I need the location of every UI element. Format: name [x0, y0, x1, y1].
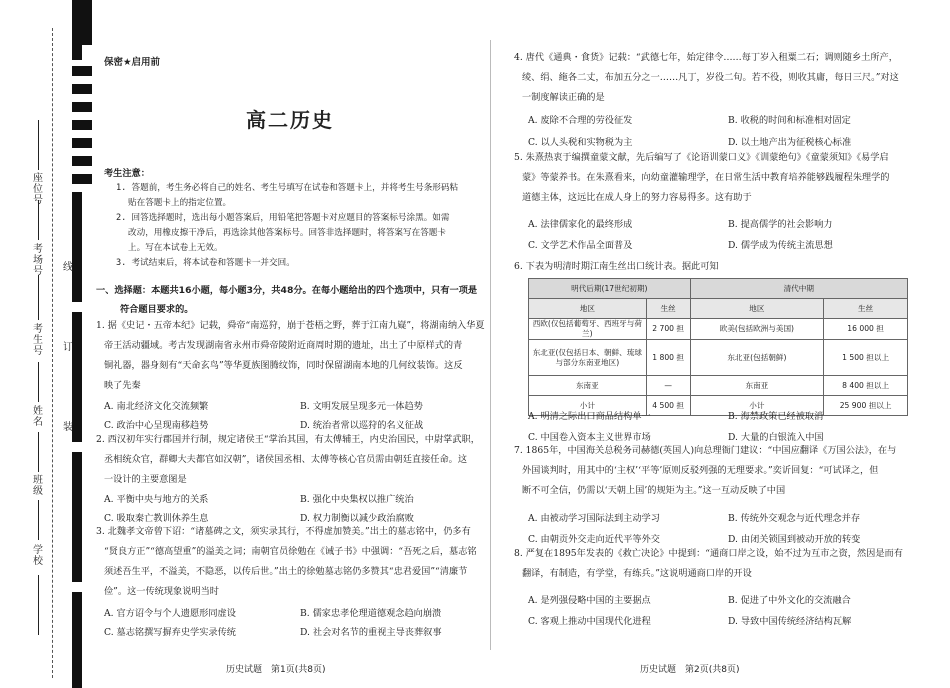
q3-option-b[interactable]: B. 儒家忠孝伦理道德观念趋向崩溃 — [300, 608, 442, 619]
q4-option-c[interactable]: C. 以人头税和实物税为主 — [528, 137, 633, 148]
q5-option-a[interactable]: A. 法律儒家化的最终形成 — [528, 219, 633, 230]
question-5 — [514, 148, 890, 208]
q3-option-a[interactable]: A. 官方诏令与个人遗愿形同虚设 — [104, 608, 236, 619]
q3-option-c[interactable]: C. 墓志铭撰写摒弃史学实录传统 — [104, 627, 236, 638]
q6-option-a[interactable]: A. 明清之际出口商品结构单一 — [528, 411, 651, 422]
question-text: “贤良方正”“德高望重”的溢美之词；南朝官员徐勉在《诫子书》中强调：“吾死之后，墓志铭 — [104, 546, 477, 557]
q8-option-b[interactable]: B. 促进了中外文化的交流融合 — [728, 595, 851, 606]
notice-line: 贴在答题卡上的指定位置。 — [128, 198, 232, 208]
table-cell: 1 800 担 — [646, 340, 690, 376]
q5-option-b[interactable]: B. 提高儒学的社会影响力 — [728, 219, 833, 230]
table-cell: 东北亚(包括朝鲜) — [690, 340, 824, 376]
table-cell: 东南亚 — [690, 376, 824, 396]
question-text: 5. 朱熹热衷于编撰童蒙文献，先后编写了《论语训蒙口义》《训蒙绝句》《童蒙须知》《易学启 — [514, 152, 889, 163]
cut-line — [52, 28, 53, 678]
q7-option-c[interactable]: C. 由朝贡外交走向近代平等外交 — [528, 534, 660, 545]
name-label: 姓名 — [33, 406, 43, 428]
seat-number-label: 座位号 — [33, 173, 43, 206]
table-cell: 欧美(包括欧洲与美国) — [690, 319, 824, 340]
q3-option-d[interactable]: D. 社会对名节的重视主导丧葬叙事 — [300, 627, 442, 638]
q2-option-c[interactable]: C. 吸取秦亡教训休养生息 — [104, 513, 209, 524]
q8-option-d[interactable]: D. 导致中国传统经济结构瓦解 — [728, 616, 852, 627]
question-1 — [96, 316, 485, 396]
q2-option-d[interactable]: D. 权力制衡以减少政治腐败 — [300, 513, 414, 524]
table-cell: 4 500 担 — [646, 396, 690, 416]
q1-option-c[interactable]: C. 政治中心呈现南移趋势 — [104, 420, 209, 431]
table-row — [529, 376, 908, 396]
question-text: 4. 唐代《通典・食货》记载：“武德七年，始定律令……每丁岁入租粟二石；调则随乡土所产， — [514, 52, 898, 63]
table-header-ming: 明代后期(17世纪初期) — [529, 279, 691, 299]
table-col-region: 地区 — [690, 299, 824, 319]
table-row — [529, 340, 908, 376]
q1-option-a[interactable]: A. 南北经济文化交流频繁 — [104, 401, 209, 412]
q7-option-b[interactable]: B. 传统外交观念与近代理念并存 — [728, 513, 861, 524]
table-cell: 东北亚(仅包括日本、朝鲜、琉球与部分东南亚地区) — [529, 340, 647, 376]
q2-option-a[interactable]: A. 平衡中央与地方的关系 — [104, 494, 209, 505]
page-title: 高二历史 — [246, 108, 334, 132]
question-text: 1. 据《史记・五帝本纪》记载，舜帝“南巡狩，崩于苍梧之野，葬于江南九嶷”，将湖南纳入华夏 — [96, 320, 485, 331]
notice-block — [104, 166, 458, 271]
question-text: 外国谈判时，用其中的‘主权’‘平等’原则反驳列强的无理要求。”奕䜣回复：“可试译之，但 — [522, 465, 879, 476]
section-heading: 一、选择题：本题共16小题，每小题3分，共48分。在每小题给出的四个选项中，只有一项是 — [96, 285, 478, 296]
table-cell: 8 400 担以上 — [824, 376, 908, 396]
question-text: 须述吾生平，不溢美，不隐恶，以传后世。”出土的徐勉墓志铭仍多赞其“忠君爱国”“清廉节 — [104, 566, 468, 577]
q7-option-a[interactable]: A. 由被动学习国际法到主动学习 — [528, 513, 660, 524]
question-text: 3. 北魏孝文帝曾下诏：“诸墓碑之文，须实录其行，不得虚加赞美。”出土的墓志铭中，仍多有 — [96, 526, 471, 537]
table-header-qing: 清代中期 — [690, 279, 907, 299]
student-number-label: 考生号 — [33, 324, 43, 357]
q6-option-c[interactable]: C. 中国卷入资本主义世界市场 — [528, 432, 651, 443]
class-label: 班级 — [33, 475, 43, 497]
binding-strip — [0, 0, 100, 688]
table-cell: 小计 — [529, 396, 647, 416]
page-divider — [490, 40, 491, 650]
table-col-region: 地区 — [529, 299, 647, 319]
question-text: 铜礼器，器身刻有“天命玄鸟”等华夏族图腾纹饰，同时保留湖南本地的几何纹装饰。这反 — [104, 360, 463, 371]
q2-option-b[interactable]: B. 强化中央集权以推广统治 — [300, 494, 414, 505]
cut-mark-bind: 订 — [63, 342, 73, 353]
q5-option-c[interactable]: C. 文学艺术作品全面普及 — [528, 240, 633, 251]
school-label: 学校 — [33, 545, 43, 567]
page-footer-left: 历史试题 第1页(共8页) — [226, 665, 326, 675]
q4-option-a[interactable]: A. 废除不合理的劳役征发 — [528, 115, 633, 126]
table-cell: — — [646, 376, 690, 396]
question-text: 8. 严复在1895年发表的《救亡决论》中提到：“通商口岸之设，始不过为互市之资，然因是而有 — [514, 548, 903, 559]
question-text: 俭”。这一传统现象说明当时 — [104, 586, 219, 597]
table-row — [529, 319, 908, 340]
table-cell: 2 700 担 — [646, 319, 690, 340]
notice-line: 1. 答题前，考生务必将自己的姓名、考生号填写在试卷和答题卡上，并将考生号条形码粘 — [116, 183, 459, 193]
question-7 — [514, 441, 896, 501]
question-text: 丞相统众官，群卿大夫都官如汉朝”，诸侯国丞相、太傅等核心官员需由朝廷直接任命。这 — [104, 454, 468, 465]
question-4 — [514, 48, 899, 108]
question-text: 蒙》等蒙养书。在朱熹看来，向幼童灌输理学，在日常生活中教育培养能够践履程朱理学的 — [522, 172, 890, 183]
q5-option-d[interactable]: D. 儒学成为传统主流思想 — [728, 240, 833, 251]
section-heading-cont: 符合题目要求的。 — [120, 304, 194, 315]
table-cell: 东南亚 — [529, 376, 647, 396]
q4-option-d[interactable]: D. 以土地产出为征税核心标准 — [728, 137, 852, 148]
q8-option-a[interactable]: A. 是列强侵略中国的主要据点 — [528, 595, 651, 606]
q7-option-d[interactable]: D. 由闭关锁国到被动开放的转变 — [728, 534, 861, 545]
question-2 — [96, 430, 480, 490]
question-text: 2. 西汉初年实行郡国并行制，规定诸侯王“掌治其国，有太傅辅王，内史治国民，中尉掌武职， — [96, 434, 480, 445]
notice-heading: 考生注意： — [104, 168, 150, 179]
notice-line: 2. 回答选择题时，选出每小题答案后，用铅笔把答题卡对应题目的答案标号涂黑。如需 — [116, 213, 450, 223]
silk-export-table — [528, 278, 908, 416]
question-text: 绫、绢、絁各二丈，布加五分之一……凡丁，岁役二旬。若不役，则收其庸，每日三尺。”对这 — [522, 72, 899, 83]
question-text: 道德主体，这远比在成人身上的努力容易得多。这有助于 — [522, 192, 752, 203]
cut-mark-line: 线 — [63, 262, 73, 273]
security-label: 保密★启用前 — [104, 57, 161, 68]
question-3 — [96, 522, 477, 602]
table-cell: 小计 — [690, 396, 824, 416]
table-cell: 16 000 担 — [824, 319, 908, 340]
question-text: 一制度解读正确的是 — [522, 92, 605, 103]
q6-option-d[interactable]: D. 大量的白银流入中国 — [728, 432, 824, 443]
question-text: 一设计的主要意图是 — [104, 474, 187, 485]
table-cell: 25 900 担以上 — [824, 396, 908, 416]
q1-option-b[interactable]: B. 文明发展呈现多元一体趋势 — [300, 401, 423, 412]
q8-option-c[interactable]: C. 客观上推动中国现代化进程 — [528, 616, 651, 627]
q4-option-b[interactable]: B. 收税的时间和标准相对固定 — [728, 115, 851, 126]
question-text: 帝王活动疆域。考古发现湖南省永州市舜帝陵附近商周时期的遗址，出土了中原样式的青 — [104, 340, 463, 351]
table-col-silk: 生丝 — [646, 299, 690, 319]
q1-option-d[interactable]: D. 统治者常以巡狩的名义征战 — [300, 420, 424, 431]
table-cell: 西欧(仅包括葡萄牙、西班牙与荷兰) — [529, 319, 647, 340]
exam-room-label: 考场号 — [33, 244, 43, 277]
question-text: 翻译，有制造，有学堂，有练兵。”这说明通商口岸的开设 — [522, 568, 752, 579]
question-text: 断不可全信，仍需以‘天朝上国’的规矩为主。”这一互动反映了中国 — [522, 485, 786, 496]
q6-option-b[interactable]: B. 海禁政策已经被取消 — [728, 411, 824, 422]
question-8 — [514, 544, 903, 584]
notice-line: 改动，用橡皮擦干净后，再选涂其他答案标号。回答非选择题时，将答案写在答题卡 — [128, 228, 446, 238]
page-footer-right: 历史试题 第2页(共8页) — [640, 665, 740, 675]
table-col-silk: 生丝 — [824, 299, 908, 319]
cut-mark-install: 装 — [63, 422, 73, 433]
question-6-stem: 6. 下表为明清时期江南生丝出口统计表。据此可知 — [514, 261, 719, 272]
question-text: 映了先秦 — [104, 380, 141, 391]
notice-line: 3. 考试结束后，将本试卷和答题卡一并交回。 — [116, 258, 295, 268]
table-cell: 1 500 担以上 — [824, 340, 908, 376]
notice-line: 上。写在本试卷上无效。 — [128, 243, 223, 253]
question-text: 7. 1865年，中国海关总税务司赫德(英国人)向总理衙门建议：“中国应翻译《万国公法》，在与 — [514, 445, 897, 456]
